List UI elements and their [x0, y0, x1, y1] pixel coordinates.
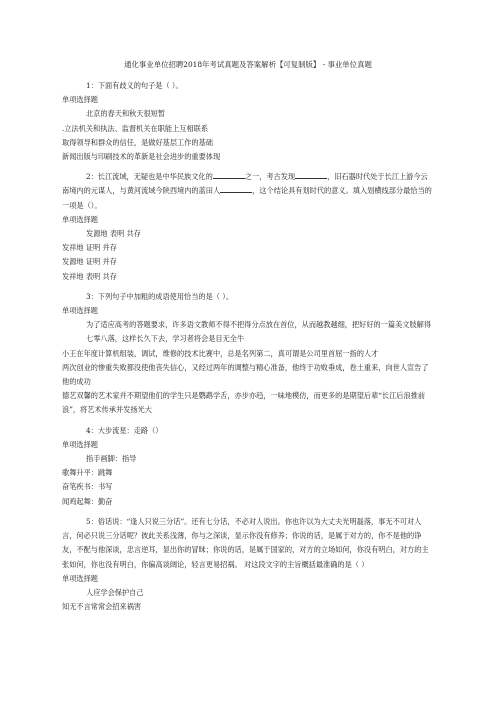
option: 奋笔疾书：书写 — [62, 482, 113, 492]
question-stem — [62, 170, 434, 213]
question-stem: 5：俗话说：“逢人只说三分话”。还有七分话，不必对人说出。你也许以为大丈夫光明磊落，事无不可对人言，何必只说三分话呢？彼此关系浅薄，你与之深谈，显示你没有修养；你说的话，是属于对方的，你不是他的诤友，不配与他深谈，忠言逆耳，显出你的冒昧；你说的话，是属于国家的，对方的立场如何，你没有明白，对方的主张如何，你也没有明白，你偏高谈阔论，轻言更易招祸。 对这段文字的主旨概括最准确的是（ ） — [62, 516, 429, 569]
option: 指手画脚：指导 — [86, 454, 137, 464]
stem-part: 2：长江流域，无疑也是中华民族文化的 — [86, 172, 213, 182]
stem-part: 之一，考古发现 — [244, 172, 296, 182]
question-type: 单项选择题 — [62, 573, 98, 583]
stem-part: ，这个结论具有划时代的意义。填入划横线部分最恰当的一项是（）。 — [62, 186, 432, 210]
question-2 — [62, 170, 434, 284]
option: 发源地 证明 并存 — [62, 257, 117, 267]
option: 发祥地 证明 并存 — [62, 243, 117, 253]
question-stem: 4：大步流星：走路（） — [86, 425, 163, 435]
fill-blank — [213, 170, 245, 179]
question-type: 单项选择题 — [62, 95, 98, 105]
option: 发祥地 表明 共存 — [62, 271, 117, 281]
option: .立法机关和执法、监督机关在职能上互相联系 — [62, 123, 209, 133]
question-type: 单项选择题 — [62, 306, 98, 316]
fill-blank — [295, 170, 327, 179]
option: 人应学会保护自己 — [86, 587, 144, 597]
question-5 — [62, 515, 434, 614]
option: 两次创业的惨重失败都没使他丧失信心，又经过两年的调整与精心准备，他终于功败垂成，卷土重来，向世人宣告了他的成功 — [62, 362, 429, 387]
question-4 — [62, 424, 434, 509]
question-3 — [62, 290, 434, 418]
question-1 — [62, 79, 434, 164]
stem-part: ，旧石器时代处于长江上游今云南境内的元谋人，与黄河流域今陕西境内的蓝田人 — [62, 172, 428, 196]
question-list — [62, 79, 434, 614]
option: 知无不言常常会招来祸害 — [62, 602, 142, 612]
option: 新闻出版与印刷技术的革新是社会进步的重要体现 — [62, 152, 221, 162]
question-stem: 3：下列句子中加粗的成语使用恰当的是（ ）。 — [86, 291, 234, 301]
option: 小王在年度计算机组装，调试，维修的技术比赛中，总是名列第二，真可谓是公司里首屈一指的人才 — [62, 348, 379, 358]
option: 歌舞升平：跳舞 — [62, 468, 113, 478]
option: 发源地 表明 共存 — [86, 229, 141, 239]
question-type: 单项选择题 — [62, 214, 98, 224]
option: 北京的春天和秋天很短暂 — [86, 109, 166, 119]
option: 取得领导和群众的信任，是做好基层工作的基础 — [62, 137, 213, 147]
option: 为了适应高考的答题要求，许多语文教师不得不把得分点放在首位，从而越教越细，把好好的一篇美文肢解得七零八落，这样长久下去，学习者将会是目无全牛 — [86, 320, 432, 344]
fill-blank — [220, 184, 252, 193]
option: 闻鸡起舞：勤奋 — [62, 496, 113, 506]
question-type: 单项选择题 — [62, 439, 98, 449]
document-title: 通化事业单位招聘2018年考试真题及答案解析【可复制版】 - 事业单位真题 — [124, 60, 372, 69]
option: 德艺双馨的艺术家并不期望他们的学生只是鹦鹉学舌，亦步亦趋，一味地模仿，而更多的是期望后辈“长江后浪推前浪”，将艺术传承并发扬光大 — [62, 391, 426, 415]
question-stem: 1：下面有歧义的句子是（ ）。 — [86, 81, 183, 90]
